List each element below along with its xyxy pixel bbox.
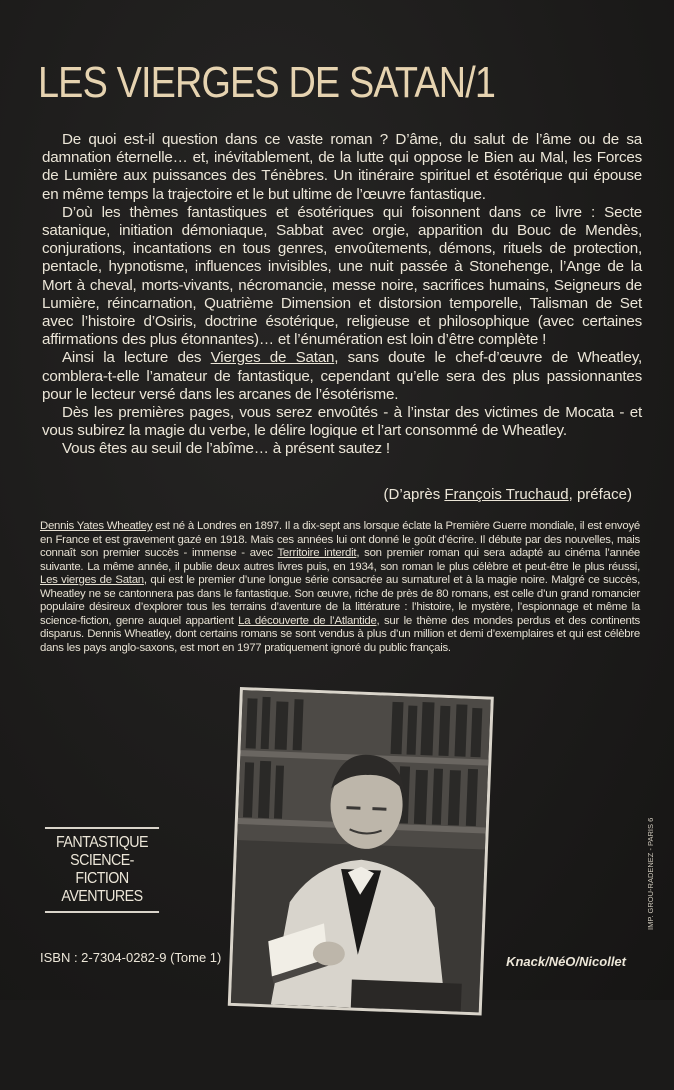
- author-photo: [228, 687, 494, 1016]
- genre-list: [45, 822, 159, 918]
- author-portrait: [231, 690, 491, 1012]
- book-title-reference: Vierges de Satan: [210, 349, 335, 367]
- bio-book-title: La découverte de l’Atlantide: [238, 614, 377, 627]
- credit-prefix: (D’après: [383, 486, 445, 503]
- blurb-text: Ainsi la lecture des: [62, 349, 211, 367]
- genre-fantastique: FANTASTIQUE: [56, 834, 148, 851]
- publisher-name: Knack/NéO/Nicollet: [506, 954, 626, 969]
- divider: [45, 827, 159, 829]
- blurb: [42, 131, 642, 459]
- bio-book-title: Les vierges de Satan: [40, 574, 144, 586]
- credit-suffix: , préface): [568, 486, 632, 503]
- isbn: ISBN : 2-7304-0282-9 (Tome 1): [40, 950, 222, 965]
- bio-text: , son premier roman qui sera adapté au cinéma l’année suivante. La même année, il publie deux autres livres puis, en 1934, son roman le plus célèbre et peut-être le plus réussi,: [40, 547, 640, 573]
- blurb-paragraph-4: Dès les premières pages, vous serez envoûtés - à l’instar des victimes de Mocata - et vous subirez la magie du verbe, le délire logique et l’art consommé de Wheatley.: [42, 404, 642, 440]
- blurb-paragraph-3: [42, 349, 642, 404]
- bio-book-title: Territoire interdit: [277, 547, 357, 559]
- blurb-paragraph-1: De quoi est-il question dans ce vaste roman ? D’âme, du salut de l’âme ou de sa damnation éternelle… et, inévitablement, de la lutte qui oppose le Bien au Mal, les Forces de Lumière aux puissances des Ténèbres. Un itinéraire spirituel et ésotérique qui épouse en même temps la trajectoire et le but ultime de l’œuvre fantastique.: [42, 131, 642, 203]
- preface-credit: [384, 486, 632, 503]
- blurb-text: , sans doute le chef-d’œuvre de Wheatley, comblera-t-elle l’amateur de fantastique, cependant qu’elle sera des plus passionnantes pour le lecteur versé dans les arcanes de l’ésotérisme.: [42, 349, 642, 403]
- genre-science-fiction: SCIENCE-FICTION: [70, 852, 134, 887]
- bio-text: , qui est le premier d’une longue série consacrée au surnaturel et à la magie noire. Malgré ce succès, Wheatley ne se cantonnera pas dans le fantastique. Son œuvre, riche de près de 80 romans, est celle d’un grand romancier populaire désireux d’explorer tous les terrains d’aventure de la littérature : l’histoire, le mystère, l’espionnage et même la science-fiction, genre auquel appartient: [40, 574, 641, 627]
- blurb-paragraph-5: Vous êtes au seuil de l’abîme… à présent sautez !: [62, 440, 390, 458]
- bio-paragraph: [40, 520, 640, 655]
- blurb-paragraph-2: D’où les thèmes fantastiques et ésotériques qui foisonnent dans ce livre : Secte satanique, initiation démoniaque, Sabbat avec orgie, apparition du Bouc de Mendès, conjurations, incantations en tous genres, envoûtements, démons, rituels de protection, pentacle, hypnotisme, influences invisibles, une nuit passée à Stonehenge, l’Ange de la Mort à cheval, morts-vivants, nécromancie, messe noire, sacrifices humains, Seigneurs de Lumière, réincarnation, Quatrième Dimension et distorsion temporelle, Talisman de Set avec l’histoire d’Osiris, doctrine ésotérique, religieuse et philosophique (avec certaines affirmations des plus étonnantes)… et l’énumération est loin d’être complète !: [42, 203, 642, 349]
- book-title: LES VIERGES DE SATAN/1: [38, 58, 496, 107]
- author-name: Dennis Yates Wheatley: [40, 520, 153, 532]
- printer-imprint-wrap: [646, 817, 656, 1090]
- genre-aventures: AVENTURES: [61, 888, 143, 905]
- divider: [45, 911, 159, 913]
- bio-text: est né à Londres en 1897. Il a dix-sept ans lorsque éclate la Première Guerre mondiale, il est envoyé en France et est gravement gazé en 1918. Mais ces années lui ont donné le goût d’écrire. Il débute par des nouvelles, mais connaît son premier succès - immense - avec: [40, 520, 640, 559]
- printer-imprint: IMP. GROU-RADENEZ - PARIS 6: [646, 817, 655, 930]
- author-biography: [40, 520, 640, 655]
- bio-text: , sur le thème des mondes perdus et des continents disparus. Dennis Wheatley, dont certains romans se sont vendus à plus d’un million et demi d’exemplaires et qui est célèbre dans les pays anglo-saxons, est mort en 1977 pratiquement ignoré du public français.: [40, 614, 640, 654]
- credit-author: François Truchaud: [444, 486, 569, 503]
